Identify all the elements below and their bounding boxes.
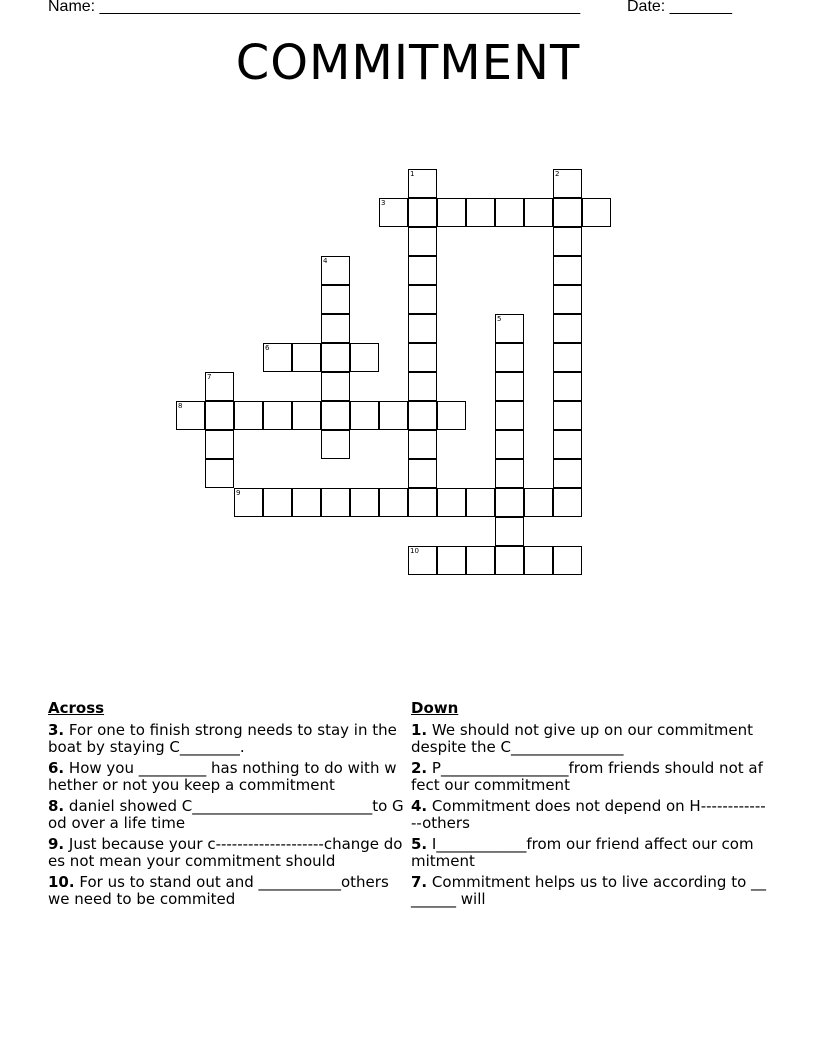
clue-text: Just because your c--------------------change does not mean your commitment should <box>48 835 403 870</box>
grid-cell[interactable] <box>466 198 495 227</box>
grid-cell[interactable] <box>466 488 495 517</box>
grid-cell[interactable] <box>495 488 524 517</box>
grid-cell[interactable] <box>408 372 437 401</box>
clue-number: 5. <box>411 835 428 853</box>
grid-cell[interactable] <box>553 314 582 343</box>
grid-cell[interactable] <box>176 401 205 430</box>
grid-cell[interactable] <box>350 343 379 372</box>
grid-cell[interactable] <box>553 546 582 575</box>
grid-cell[interactable] <box>321 285 350 314</box>
grid-cell[interactable] <box>553 488 582 517</box>
grid-cell[interactable] <box>408 198 437 227</box>
grid-cell[interactable] <box>321 256 350 285</box>
grid-cell[interactable] <box>437 488 466 517</box>
grid-cell[interactable] <box>321 488 350 517</box>
clue-across-8 <box>48 798 404 832</box>
cell-number: 4 <box>323 257 328 265</box>
cell-number: 10 <box>410 547 419 555</box>
cell-number: 5 <box>497 315 502 323</box>
grid-cell[interactable] <box>408 430 437 459</box>
grid-cell[interactable] <box>553 198 582 227</box>
clue-text: P_________________from friends should not affect our commitment <box>411 759 763 794</box>
clue-number: 2. <box>411 759 428 777</box>
cell-number: 6 <box>265 344 270 352</box>
grid-cell[interactable] <box>495 459 524 488</box>
grid-cell[interactable] <box>321 314 350 343</box>
grid-cell[interactable] <box>205 372 234 401</box>
grid-cell[interactable] <box>437 401 466 430</box>
grid-cell[interactable] <box>553 169 582 198</box>
grid-cell[interactable] <box>263 488 292 517</box>
grid-cell[interactable] <box>292 343 321 372</box>
clue-number: 9. <box>48 835 65 853</box>
cell-number: 2 <box>555 170 560 178</box>
grid-cell[interactable] <box>205 430 234 459</box>
clue-text: How you _________ has nothing to do with whether or not you keep a commitment <box>48 759 397 794</box>
grid-cell[interactable] <box>321 430 350 459</box>
clue-number: 1. <box>411 721 428 739</box>
grid-cell[interactable] <box>553 343 582 372</box>
grid-cell[interactable] <box>495 517 524 546</box>
down-heading: Down <box>411 699 459 717</box>
grid-cell[interactable] <box>408 256 437 285</box>
grid-cell[interactable] <box>524 546 553 575</box>
date-field-label[interactable]: Date: _______ <box>627 0 732 15</box>
grid-cell[interactable] <box>321 372 350 401</box>
grid-cell[interactable] <box>524 488 553 517</box>
grid-cell[interactable] <box>553 285 582 314</box>
clue-across-9 <box>48 836 404 870</box>
grid-cell[interactable] <box>408 459 437 488</box>
clue-number: 3. <box>48 721 65 739</box>
page-title: COMMITMENT <box>235 35 581 91</box>
clue-number: 8. <box>48 797 65 815</box>
clue-text: daniel showed C________________________to God over a life time <box>48 797 404 832</box>
grid-cell[interactable] <box>350 488 379 517</box>
clue-number: 10. <box>48 873 75 891</box>
grid-cell[interactable] <box>234 401 263 430</box>
grid-cell[interactable] <box>263 401 292 430</box>
clue-text: For one to finish strong needs to stay in the boat by staying C________. <box>48 721 397 756</box>
grid-cell[interactable] <box>495 401 524 430</box>
grid-cell[interactable] <box>205 401 234 430</box>
grid-cell[interactable] <box>437 546 466 575</box>
grid-cell[interactable] <box>379 401 408 430</box>
clue-number: 7. <box>411 873 428 891</box>
cell-number: 9 <box>236 489 241 497</box>
across-clues <box>48 700 404 912</box>
cell-number: 8 <box>178 402 183 410</box>
grid-cell[interactable] <box>205 459 234 488</box>
grid-cell[interactable] <box>408 169 437 198</box>
grid-cell[interactable] <box>495 343 524 372</box>
clue-down-5 <box>411 836 767 870</box>
across-heading: Across <box>48 699 105 717</box>
grid-cell[interactable] <box>582 198 611 227</box>
grid-cell[interactable] <box>408 285 437 314</box>
grid-cell[interactable] <box>379 488 408 517</box>
grid-cell[interactable] <box>553 430 582 459</box>
clue-down-4 <box>411 798 767 832</box>
clue-down-7 <box>411 874 767 908</box>
grid-cell[interactable] <box>495 198 524 227</box>
grid-cell[interactable] <box>553 372 582 401</box>
grid-cell[interactable] <box>263 343 292 372</box>
grid-cell[interactable] <box>408 227 437 256</box>
grid-cell[interactable] <box>553 459 582 488</box>
grid-cell[interactable] <box>292 488 321 517</box>
clue-across-10 <box>48 874 404 908</box>
grid-cell[interactable] <box>553 227 582 256</box>
grid-cell[interactable] <box>408 343 437 372</box>
down-clues <box>411 700 767 912</box>
grid-cell[interactable] <box>553 256 582 285</box>
grid-cell[interactable] <box>495 430 524 459</box>
clue-text: Commitment helps us to live according to ________ will <box>411 873 767 908</box>
cell-number: 1 <box>410 170 415 178</box>
grid-cell[interactable] <box>408 401 437 430</box>
cell-number: 3 <box>381 199 386 207</box>
grid-cell[interactable] <box>350 401 379 430</box>
clue-down-2 <box>411 760 767 794</box>
clue-across-6 <box>48 760 404 794</box>
clue-across-3 <box>48 722 404 756</box>
cell-number: 7 <box>207 373 212 381</box>
grid-cell[interactable] <box>379 198 408 227</box>
grid-cell[interactable] <box>292 401 321 430</box>
grid-cell[interactable] <box>466 546 495 575</box>
grid-cell[interactable] <box>495 546 524 575</box>
grid-cell[interactable] <box>408 546 437 575</box>
clue-text: For us to stand out and ___________others we need to be commited <box>48 873 389 908</box>
grid-cell[interactable] <box>321 343 350 372</box>
grid-cell[interactable] <box>553 401 582 430</box>
clue-text: Commitment does not depend on H--------------others <box>411 797 766 832</box>
grid-cell[interactable] <box>495 372 524 401</box>
grid-cell[interactable] <box>524 198 553 227</box>
clue-down-1 <box>411 722 767 756</box>
grid-cell[interactable] <box>437 198 466 227</box>
clue-text: I____________from our friend affect our commitment <box>411 835 754 870</box>
grid-cell[interactable] <box>408 314 437 343</box>
clue-text: We should not give up on our commitment despite the C_______________ <box>411 721 754 756</box>
grid-cell[interactable] <box>408 488 437 517</box>
grid-cell[interactable] <box>495 314 524 343</box>
grid-cell[interactable] <box>321 401 350 430</box>
name-field-label[interactable]: Name: ______________________________________________________ <box>48 0 581 15</box>
grid-cell[interactable] <box>234 488 263 517</box>
clue-number: 4. <box>411 797 428 815</box>
clue-number: 6. <box>48 759 65 777</box>
